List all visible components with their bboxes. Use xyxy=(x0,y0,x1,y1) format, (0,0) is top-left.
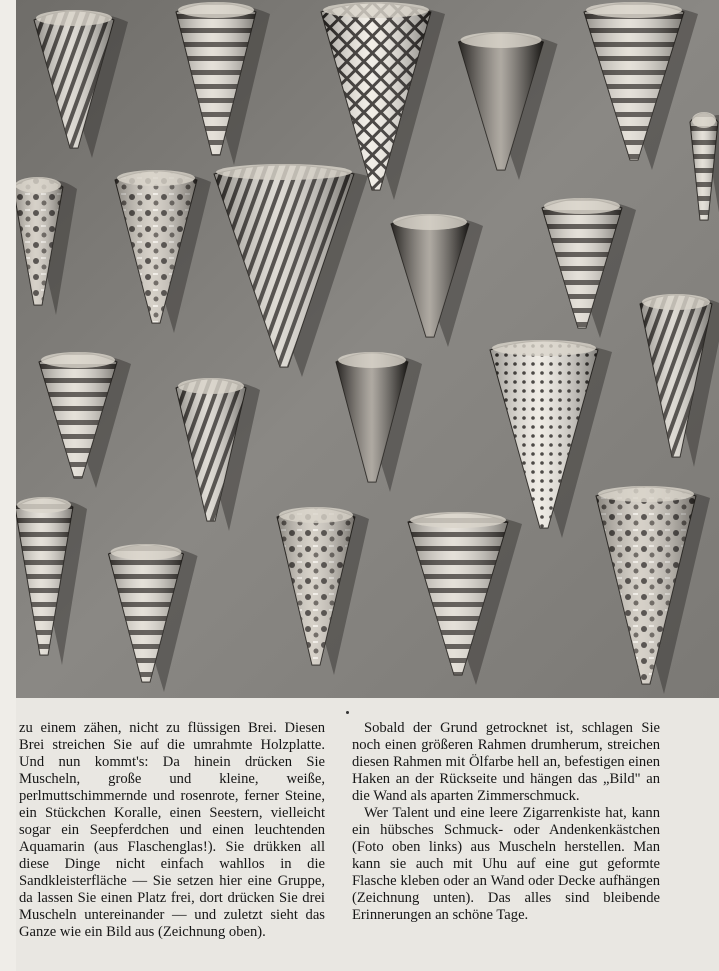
shell-photo xyxy=(16,0,719,698)
print-speck xyxy=(346,711,349,714)
shell-spire xyxy=(598,486,694,502)
right-paragraph-2: Wer Talent und eine leere Zigarrenkiste hat, kann ein hübsches Schmuck- oder Andenkenkästchen (Foto oben links) aus Muscheln herstellen. Man kann sie auch mit Uhu auf eine gut geformte Flasche kleben oder an Wand oder Decke aufhängen (Zeichnung unten). Das alles sind bleibende Erinnerungen an schöne Tage. xyxy=(352,805,660,923)
shell-spire xyxy=(692,112,716,128)
shell-spire xyxy=(393,214,467,230)
shell-spire xyxy=(17,497,71,513)
shell-spire xyxy=(216,164,352,180)
left-paragraph: zu einem zähen, nicht zu flüssigen Brei. Diesen Brei streichen Sie auf die umrahmte Holzplatte. Und nun kommt's: Da hinein drücken Sie Muscheln, große und kleine, weiße, perlmuttschimmernde und rosenrote, ferner Steine, ein Stückchen Koralle, einen Seestern, vielleicht sogar ein Seepferdchen und einen leuchtenden Aquamarin (aus Flaschenglas!). Sie drükken all diese Dinge nicht einfach wahllos in die Sandkleisterfläche — Sie setzen hier eine Gruppe, da lassen Sie einen Platz frei, dort drücken Sie drei Muscheln untereinander — und zuletzt sieht das Ganze wie ein Bild aus (Zeichnung oben). xyxy=(19,720,325,940)
article-left-column xyxy=(19,720,325,941)
shell-spire xyxy=(586,2,682,18)
shell-spire xyxy=(117,170,195,186)
shell-spire xyxy=(41,352,115,368)
page-margin xyxy=(0,0,16,971)
shell-spire xyxy=(461,32,542,48)
shell-spire xyxy=(410,512,506,528)
shell-spire xyxy=(178,2,254,18)
shell-spire xyxy=(279,507,353,523)
shell-spire xyxy=(16,177,61,193)
shell-spire xyxy=(111,544,182,560)
article-right-column xyxy=(352,720,660,924)
right-paragraph-1: Sobald der Grund getrocknet ist, schlagen Sie noch einen größeren Rahmen drumherum, streichen diesen Rahmen mit Ölfarbe hell an, befestigen einen Haken an der Rückseite und hängen das „Bild" an die Wand als aparten Zimmerschmuck. xyxy=(352,720,660,804)
shell-spire xyxy=(36,10,112,26)
shell-spire xyxy=(338,352,406,368)
shell-spire xyxy=(544,198,620,214)
shell-spire xyxy=(178,378,244,394)
shell-spire xyxy=(323,2,429,18)
shell-spire xyxy=(642,294,710,310)
shell-photo-drawing xyxy=(16,0,719,698)
shell-spire xyxy=(492,340,596,356)
